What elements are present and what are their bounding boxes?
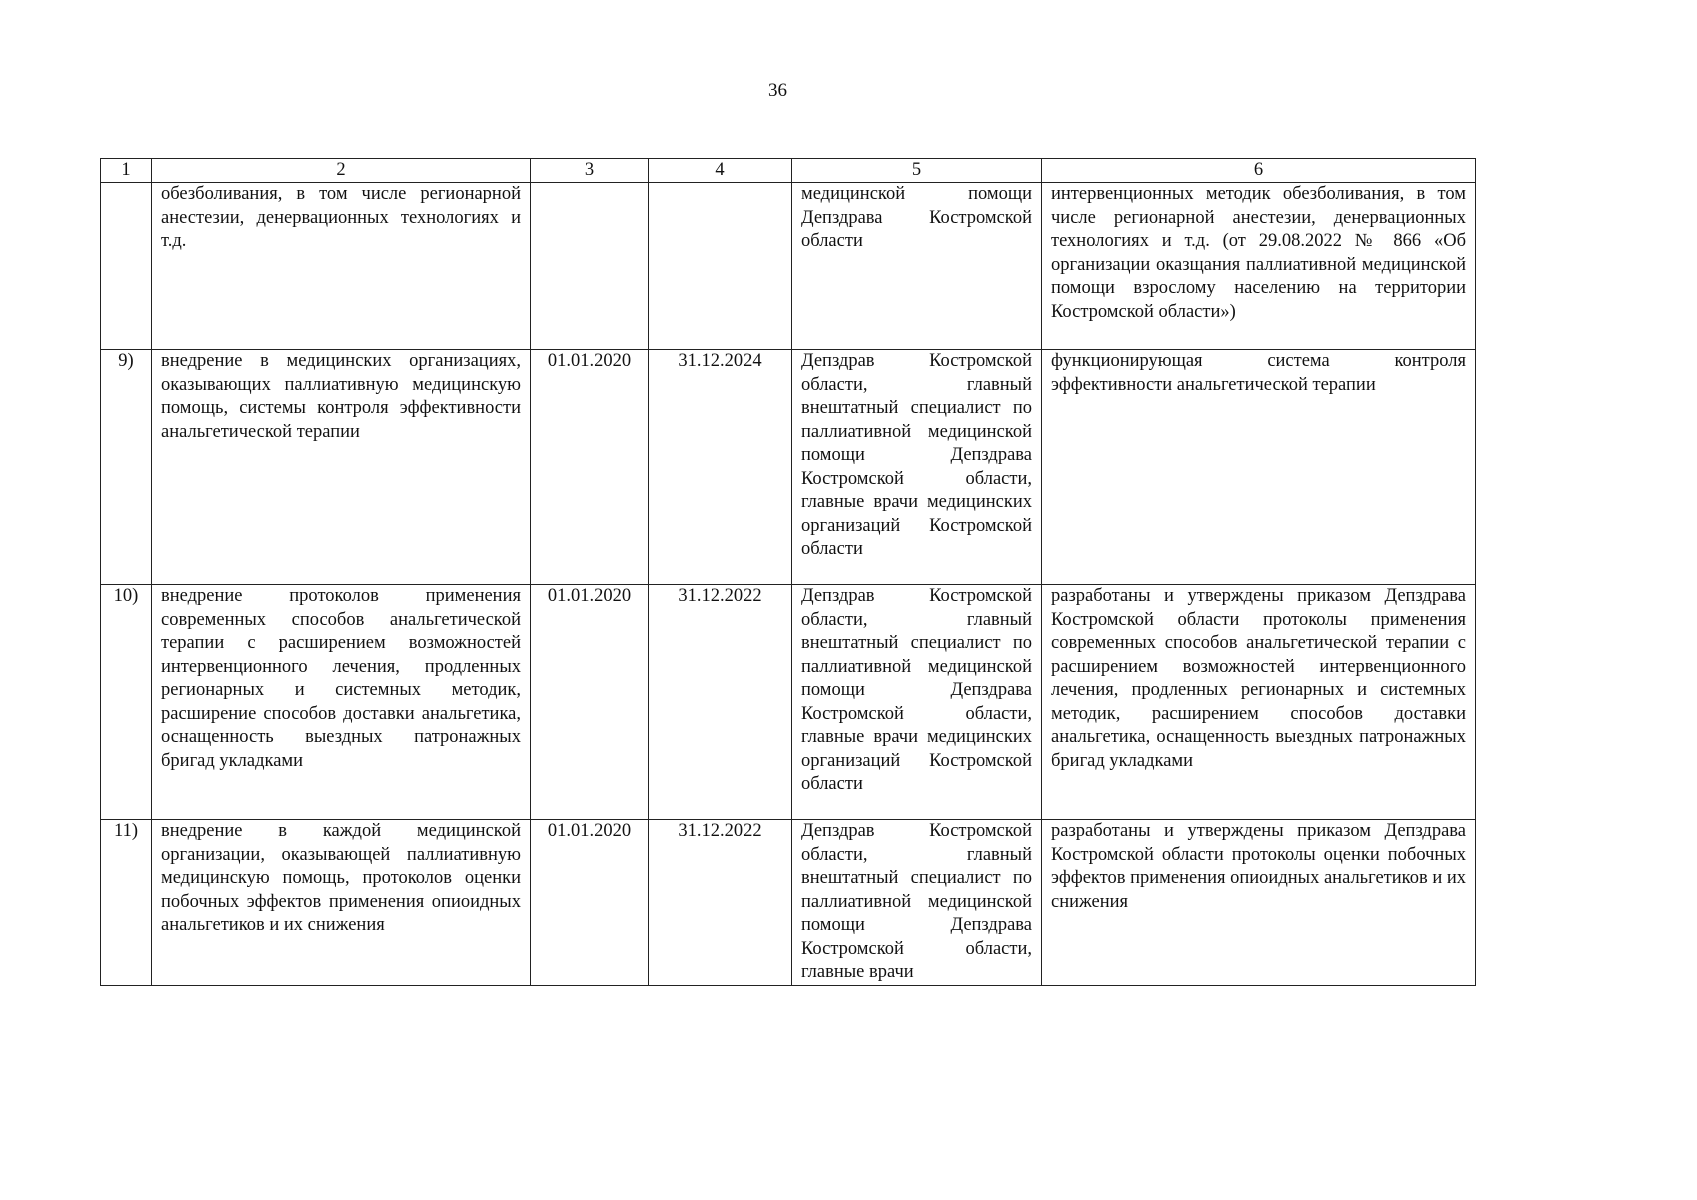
expected-result: функционирующая система контроля эффективности анальгетической терапии — [1042, 350, 1476, 585]
table-row — [101, 820, 1476, 986]
column-number: 1 — [101, 159, 152, 183]
table-row — [101, 183, 1476, 350]
end-date: 31.12.2022 — [649, 585, 792, 820]
plan-table — [100, 158, 1476, 986]
end-date: 31.12.2024 — [649, 350, 792, 585]
column-number: 6 — [1042, 159, 1476, 183]
column-number: 4 — [649, 159, 792, 183]
column-number: 5 — [792, 159, 1042, 183]
responsible-executors: Депздрав Костромской области, главный внештатный специалист по паллиативной медицинской помощи Депздрава Костромской области, главные врачи — [792, 820, 1042, 986]
expected-result: разработаны и утверждены приказом Депздрава Костромской области протоколы применения современных способов анальгетической терапии с расширением возможностей интервенционного лечения, продленных регионарных и системных методик, расширением способов доставки анальгетика, оснащенность выездных патронажных бригад укладками — [1042, 585, 1476, 820]
row-number — [101, 183, 152, 350]
responsible-executors: Депздрав Костромской области, главный внештатный специалист по паллиативной медицинской помощи Депздрава Костромской области, главные врачи медицинских организаций Костромской области — [792, 350, 1042, 585]
measure-description: обезболивания, в том числе регионарной анестезии, денервационных технологиях и т.д. — [152, 183, 531, 350]
row-number: 11) — [101, 820, 152, 986]
row-number: 10) — [101, 585, 152, 820]
table-row — [101, 350, 1476, 585]
start-date: 01.01.2020 — [531, 820, 649, 986]
column-number-row — [101, 159, 1476, 183]
end-date — [649, 183, 792, 350]
end-date: 31.12.2022 — [649, 820, 792, 986]
row-number: 9) — [101, 350, 152, 585]
start-date — [531, 183, 649, 350]
responsible-executors: Депздрав Костромской области, главный внештатный специалист по паллиативной медицинской помощи Депздрава Костромской области, главные врачи медицинских организаций Костромской области — [792, 585, 1042, 820]
column-number: 2 — [152, 159, 531, 183]
measure-description: внедрение протоколов применения современных способов анальгетической терапии с расширением возможностей интервенционного лечения, продленных регионарных и системных методик, расширение способов доставки анальгетика, оснащенность выездных патронажных бригад укладками — [152, 585, 531, 820]
expected-result: разработаны и утверждены приказом Депздрава Костромской области протоколы оценки побочных эффектов применения опиоидных анальгетиков и их снижения — [1042, 820, 1476, 986]
measure-description: внедрение в медицинских организациях, оказывающих паллиативную медицинскую помощь, системы контроля эффективности анальгетической терапии — [152, 350, 531, 585]
start-date: 01.01.2020 — [531, 585, 649, 820]
page-number: 36 — [768, 80, 787, 101]
expected-result: интервенционных методик обезболивания, в том числе регионарной анестезии, денервационных технологиях и т.д. (от 29.08.2022 № 866 «Об организации оказщания паллиативной медицинской помощи взрослому населению на территории Костромской области») — [1042, 183, 1476, 350]
column-number: 3 — [531, 159, 649, 183]
start-date: 01.01.2020 — [531, 350, 649, 585]
responsible-executors: медицинской помощи Депздрава Костромской области — [792, 183, 1042, 350]
table-row — [101, 585, 1476, 820]
measure-description: внедрение в каждой медицинской организации, оказывающей паллиативную медицинскую помощь, протоколов оценки побочных эффектов применения опиоидных анальгетиков и их снижения — [152, 820, 531, 986]
